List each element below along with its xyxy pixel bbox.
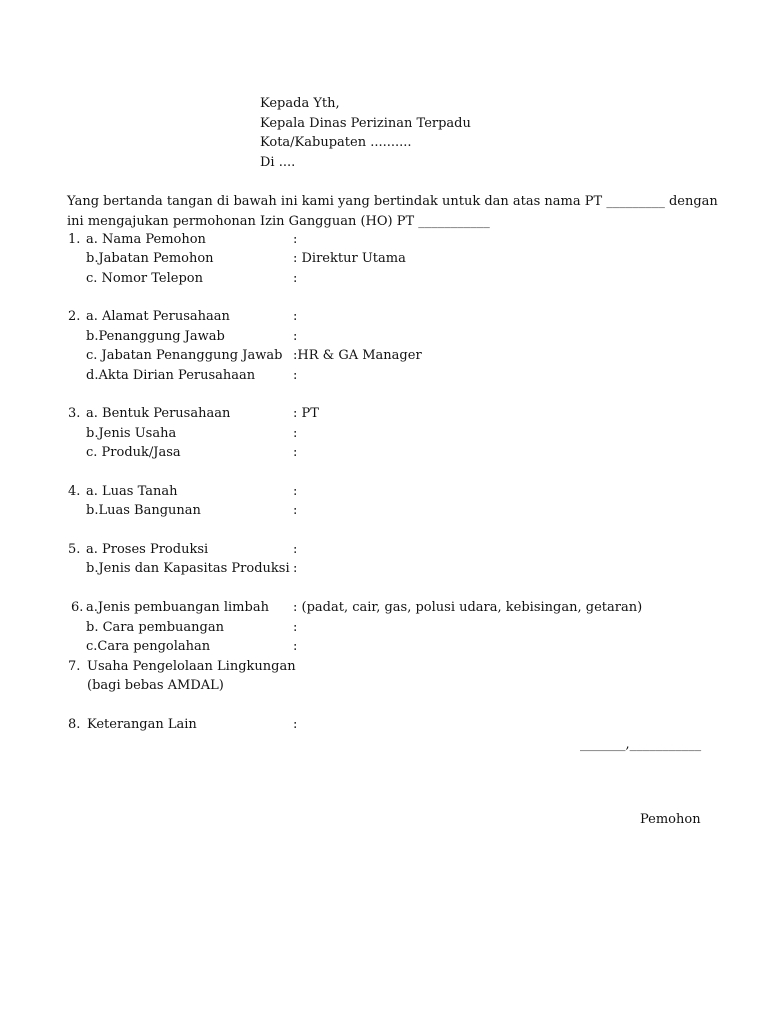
field-value: : PT (293, 406, 319, 421)
item-number: 2. (68, 309, 81, 324)
recipient-line: Kepada Yth, (260, 96, 340, 111)
field-label: a. Luas Tanah (86, 484, 178, 499)
item-number: 1. (68, 232, 81, 247)
field-label: b.Jenis dan Kapasitas Produksi (86, 561, 290, 576)
field-label: a. Nama Pemohon (86, 232, 206, 247)
item-number: 6. (71, 600, 84, 615)
item-number: 7. (68, 659, 81, 674)
field-label: Keterangan Lain (87, 717, 197, 732)
item-number: 4. (68, 484, 81, 499)
field-label: b.Penanggung Jawab (86, 329, 225, 344)
intro-line: ini mengajukan permohonan Izin Gangguan (HO) PT ___________ (67, 213, 490, 229)
field-label: c. Nomor Telepon (86, 271, 203, 286)
field-label: b.Jenis Usaha (86, 426, 177, 441)
field-label: b.Jabatan Pemohon (86, 251, 214, 266)
field-value: : (293, 309, 298, 324)
signature-label: Pemohon (640, 812, 701, 827)
place-date-line: _______,___________ (580, 737, 702, 752)
field-label: a. Bentuk Perusahaan (86, 406, 231, 421)
field-value: : (293, 620, 298, 635)
recipient-line: Kepala Dinas Perizinan Terpadu (260, 115, 471, 131)
field-value: : (293, 426, 298, 441)
field-label: b.Luas Bangunan (86, 503, 201, 518)
field-label: Usaha Pengelolaan Lingkungan (87, 659, 296, 674)
field-label: a.Jenis pembuangan limbah (86, 600, 269, 615)
field-value: : (293, 639, 298, 654)
field-value: : Direktur Utama (293, 251, 406, 266)
recipient-line: Di .... (260, 154, 296, 170)
intro-paragraph (67, 192, 718, 231)
field-label: c.Cara pengolahan (86, 639, 211, 654)
field-label: c. Produk/Jasa (86, 445, 181, 460)
item-number: 3. (68, 406, 81, 421)
item-number: 8. (68, 717, 81, 732)
recipient-line: Kota/Kabupaten .......... (260, 135, 412, 150)
field-value: : (293, 717, 298, 732)
field-value: :HR & GA Manager (293, 348, 422, 363)
field-value: : (293, 503, 298, 518)
field-label: d.Akta Dirian Perusahaan (86, 368, 256, 383)
field-value: : (293, 329, 298, 344)
field-value: : (293, 368, 298, 383)
field-label: (bagi bebas AMDAL) (87, 678, 224, 693)
field-value: : (293, 542, 298, 557)
item-number: 5. (68, 542, 81, 557)
field-value: : (padat, cair, gas, polusi udara, kebisingan, getaran) (293, 600, 643, 615)
intro-line: Yang bertanda tangan di bawah ini kami yang bertindak untuk dan atas nama PT _________ dengan (67, 194, 718, 209)
recipient-block (260, 94, 471, 172)
field-value: : (293, 445, 298, 460)
field-label: a. Proses Produksi (86, 542, 209, 557)
field-value: : (293, 484, 298, 499)
field-value: : (293, 232, 298, 247)
field-label: b. Cara pembuangan (86, 620, 224, 635)
field-label: c. Jabatan Penanggung Jawab (86, 348, 283, 363)
field-value: : (293, 561, 298, 576)
field-value: : (293, 271, 298, 286)
field-label: a. Alamat Perusahaan (86, 309, 230, 324)
